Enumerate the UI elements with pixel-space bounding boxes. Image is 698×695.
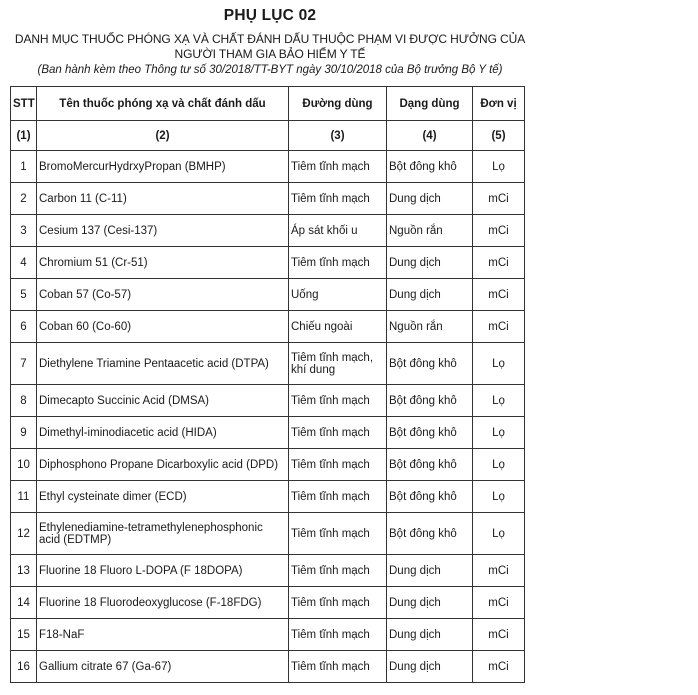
table-row [11,215,525,247]
table-row [11,247,525,279]
header-route: Đường dùng [289,87,387,121]
cell-form: Dung dịch [387,619,473,651]
table-row [11,279,525,311]
cell-unit: Lọ [473,513,525,555]
cell-form: Dung dịch [387,555,473,587]
cell-route: Uống [289,279,387,311]
cell-route: Tiêm tĩnh mạch [289,555,387,587]
cell-name: Dimecapto Succinic Acid (DMSA) [37,385,289,417]
cell-name: Cesium 137 (Cesi-137) [37,215,289,247]
subtitle-line-2: NGƯỜI THAM GIA BẢO HIỂM Y TẾ [174,47,366,61]
header-unit: Đơn vị [473,87,525,121]
cell-stt: 4 [11,247,37,279]
issuance-note: (Ban hành kèm theo Thông tư số 30/2018/TT-BYT ngày 30/10/2018 của Bộ trưởng Bộ Y tế) [37,64,503,76]
cell-route: Tiêm tĩnh mạch [289,183,387,215]
cell-unit: Lọ [473,417,525,449]
table-row [11,587,525,619]
cell-stt: 14 [11,587,37,619]
cell-form: Bột đông khô [387,513,473,555]
cell-stt: 12 [11,513,37,555]
header-name: Tên thuốc phóng xạ và chất đánh dấu [37,87,289,121]
cell-form: Nguồn rắn [387,215,473,247]
cell-stt: 3 [11,215,37,247]
table-row [11,417,525,449]
table-row [11,151,525,183]
cell-name: Coban 60 (Co-60) [37,311,289,343]
cell-stt: 1 [11,151,37,183]
cell-name: F18-NaF [37,619,289,651]
cell-stt: 8 [11,385,37,417]
table-header-row [11,87,525,121]
cell-unit: mCi [473,215,525,247]
cell-form: Dung dịch [387,247,473,279]
colnum-1: (1) [11,121,37,151]
cell-route: Tiêm tĩnh mạch [289,151,387,183]
cell-route: Chiếu ngoài [289,311,387,343]
cell-route: Tiêm tĩnh mạch [289,449,387,481]
cell-stt: 15 [11,619,37,651]
cell-form: Bột đông khô [387,449,473,481]
cell-form: Dung dịch [387,651,473,683]
page-title: PHỤ LỤC 02 [223,7,317,24]
cell-route: Tiêm tĩnh mạch [289,247,387,279]
cell-name: Gallium citrate 67 (Ga-67) [37,651,289,683]
cell-unit: Lọ [473,449,525,481]
cell-form: Bột đông khô [387,417,473,449]
cell-unit: mCi [473,587,525,619]
cell-route: Tiêm tĩnh mạch [289,651,387,683]
cell-name: Ethyl cysteinate dimer (ECD) [37,481,289,513]
cell-name: Ethylenediamine-tetramethylenephosphonic acid (EDTMP) [37,513,289,555]
colnum-4: (4) [387,121,473,151]
cell-form: Bột đông khô [387,343,473,385]
cell-stt: 5 [11,279,37,311]
cell-name: Dimethyl-iminodiacetic acid (HIDA) [37,417,289,449]
cell-name: Fluorine 18 Fluorodeoxyglucose (F-18FDG) [37,587,289,619]
cell-unit: mCi [473,279,525,311]
cell-form: Dung dịch [387,587,473,619]
table-row [11,183,525,215]
cell-route: Tiêm tĩnh mạch [289,619,387,651]
cell-form: Dung dịch [387,279,473,311]
cell-name: Diphosphono Propane Dicarboxylic acid (DPD) [37,449,289,481]
cell-stt: 10 [11,449,37,481]
cell-name: Chromium 51 (Cr-51) [37,247,289,279]
column-number-row [11,121,525,151]
cell-unit: mCi [473,555,525,587]
colnum-2: (2) [37,121,289,151]
cell-unit: Lọ [473,343,525,385]
cell-stt: 11 [11,481,37,513]
document-subtitle [0,32,540,62]
cell-stt: 2 [11,183,37,215]
table-row [11,513,525,555]
cell-form: Bột đông khô [387,151,473,183]
cell-unit: mCi [473,183,525,215]
cell-route: Tiêm tĩnh mạch [289,587,387,619]
cell-route: Tiêm tĩnh mạch [289,385,387,417]
table-row [11,311,525,343]
cell-name: Coban 57 (Co-57) [37,279,289,311]
cell-stt: 6 [11,311,37,343]
cell-unit: mCi [473,619,525,651]
header-form: Dạng dùng [387,87,473,121]
cell-form: Bột đông khô [387,385,473,417]
cell-route: Tiêm tĩnh mạch [289,481,387,513]
cell-unit: Lọ [473,481,525,513]
cell-route: Tiêm tĩnh mạch [289,513,387,555]
cell-stt: 16 [11,651,37,683]
cell-stt: 9 [11,417,37,449]
cell-form: Bột đông khô [387,481,473,513]
cell-unit: Lọ [473,151,525,183]
cell-stt: 13 [11,555,37,587]
radiopharmaceutical-table [10,86,525,683]
table-row [11,343,525,385]
cell-unit: Lọ [473,385,525,417]
header-stt: STT [11,87,37,121]
cell-name: Fluorine 18 Fluoro L-DOPA (F 18DOPA) [37,555,289,587]
subtitle-line-1: DANH MỤC THUỐC PHÓNG XẠ VÀ CHẤT ĐÁNH DẤU THUỘC PHẠM VI ĐƯỢC HƯỞNG CỦA [14,32,526,46]
cell-route: Tiêm tĩnh mạch, khí dung [289,343,387,385]
table-row [11,651,525,683]
cell-unit: mCi [473,311,525,343]
cell-name: Carbon 11 (C-11) [37,183,289,215]
cell-form: Nguồn rắn [387,311,473,343]
cell-route: Áp sát khối u [289,215,387,247]
colnum-3: (3) [289,121,387,151]
cell-unit: mCi [473,247,525,279]
table-row [11,449,525,481]
table-row [11,385,525,417]
cell-unit: mCi [473,651,525,683]
table-row [11,481,525,513]
cell-route: Tiêm tĩnh mạch [289,417,387,449]
cell-form: Dung dịch [387,183,473,215]
cell-name: BromoMercurHydrxyPropan (BMHP) [37,151,289,183]
cell-stt: 7 [11,343,37,385]
table-row [11,555,525,587]
cell-name: Diethylene Triamine Pentaacetic acid (DTPA) [37,343,289,385]
colnum-5: (5) [473,121,525,151]
page-margin [679,0,698,695]
table-row [11,619,525,651]
